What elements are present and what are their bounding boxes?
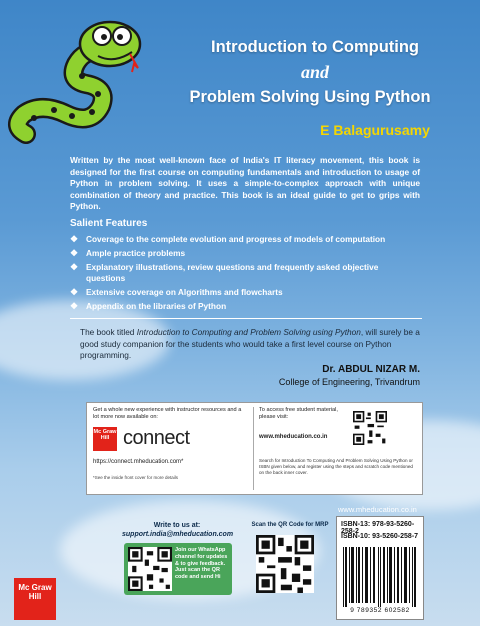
whatsapp-text: Join our WhatsApp channel for updates & to give feedback. Just scan the QR code and send Hi: [175, 547, 228, 581]
connect-note: *See the inside front cover for more details: [93, 475, 179, 480]
list-item: ❖ Extensive coverage on Algorithms and flowcharts: [70, 287, 283, 297]
whatsapp-box: [124, 543, 232, 595]
list-item: ❖ Coverage to the complete evolution and progress of models of computation: [70, 234, 386, 244]
connect-brand: connect: [123, 427, 190, 449]
qr-code-icon[interactable]: [353, 411, 387, 445]
reviewer-affiliation: College of Engineering, Trivandrum: [278, 377, 420, 387]
connect-url[interactable]: https://connect.mheducation.com*: [93, 459, 184, 465]
reviewer-name: Dr. ABDUL NIZAR M.: [322, 364, 420, 375]
features-list: [70, 234, 410, 315]
student-material-intro: To access free student material, please visit:: [259, 407, 338, 420]
bullet-icon: ❖: [70, 234, 79, 244]
divider: [70, 318, 422, 319]
mcgraw-hill-logo-icon: Mc Graw Hill: [14, 578, 56, 620]
search-instructions: Search for Introduction To Computing And Problem Solving Using Python or ISBN given below, and register using the steps and scratch code mentioned on the back inner cover.: [259, 458, 413, 475]
contact-info: Write to us at: support.india@mheducation.com: [122, 522, 234, 538]
review-quote: The book titled Introduction to Computing and Problem Solving using Python, will surely be a good study companion for the students who would take a first level course on Python programming.: [80, 327, 420, 360]
book-title-line2: and: [300, 62, 329, 82]
website-link[interactable]: www.mheducation.co.in: [338, 505, 417, 514]
barcode-icon: [341, 547, 419, 607]
connect-intro: Get a whole new experience with instructor resources and a lot more now available on:: [93, 407, 242, 420]
bullet-icon: ❖: [70, 248, 79, 258]
bullet-icon: ❖: [70, 301, 79, 311]
student-site[interactable]: www.mheducation.co.in: [259, 434, 328, 440]
isbn-10: ISBN-10: 93-5260-258-7: [341, 533, 419, 540]
mcgraw-hill-logo-icon: Mc Graw Hill: [93, 427, 117, 451]
bullet-icon: ❖: [70, 262, 79, 272]
connect-info-box: [86, 402, 423, 495]
list-item: ❖ Appendix on the libraries of Python: [70, 301, 227, 311]
qr-code-icon[interactable]: [128, 547, 172, 591]
book-description: Written by the most well-known face of India's IT literacy movement, this book is designed for the first course on computing fundamentals and introduction to usage of Python in problem solving. It uses a simple-to-complex approach with unique combination of theory and practice. This book is an ideal guide to get to grips with Python.: [70, 155, 420, 212]
author-name: E Balagurusamy: [320, 122, 430, 138]
qr-code-icon[interactable]: [256, 535, 314, 593]
book-title-line3: Problem Solving Using Python: [189, 88, 431, 106]
bullet-icon: ❖: [70, 287, 79, 297]
salient-features-heading: Salient Features: [70, 218, 148, 229]
divider: [253, 407, 254, 490]
barcode-digits: 9 789352 602582: [350, 607, 410, 614]
python-snake-mascot-icon: [6, 6, 166, 146]
isbn-13: ISBN-13: 978-93-5260-258-2: [341, 521, 415, 535]
isbn-box: [336, 516, 424, 620]
scan-mrp-label: Scan the QR Code for MRP: [251, 522, 329, 528]
book-title-line1: Introduction to Computing: [210, 38, 420, 56]
list-item: ❖ Explanatory illustrations, review questions and frequently asked objective questions: [70, 262, 379, 283]
list-item: ❖ Ample practice problems: [70, 248, 186, 258]
support-email-link[interactable]: support.india@mheducation.com: [122, 530, 234, 538]
